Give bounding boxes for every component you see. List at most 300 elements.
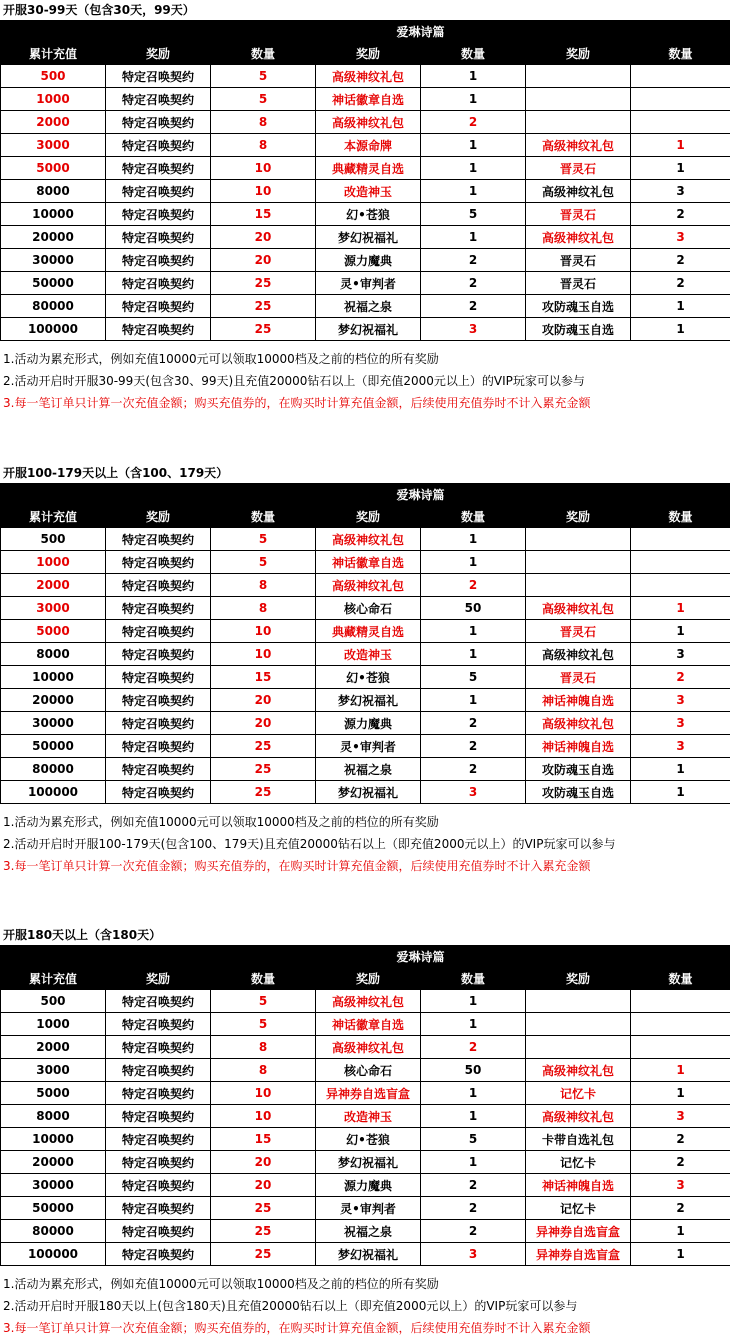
cell-qty3: 2 — [631, 1197, 730, 1220]
table-row — [1, 157, 730, 180]
cell-qty1: 5 — [211, 528, 316, 551]
cell-qty1: 10 — [211, 1105, 316, 1128]
cell-reward2: 幻•苍狼 — [316, 666, 421, 689]
table-row — [1, 249, 730, 272]
table-row — [1, 597, 730, 620]
cell-reward1: 特定召唤契约 — [106, 990, 211, 1013]
cell-total: 1000 — [1, 551, 106, 574]
cell-reward2: 梦幻祝福礼 — [316, 226, 421, 249]
cell-qty3: 1 — [631, 781, 730, 804]
cell-qty3: 1 — [631, 318, 730, 341]
cell-qty2: 2 — [421, 712, 526, 735]
cell-reward2: 梦幻祝福礼 — [316, 781, 421, 804]
cell-qty3: 3 — [631, 180, 730, 203]
cell-qty1: 25 — [211, 758, 316, 781]
cell-reward2: 高级神纹礼包 — [316, 990, 421, 1013]
cell-reward3: 神话神魄自选 — [526, 689, 631, 712]
cell-qty1: 8 — [211, 597, 316, 620]
cell-reward2: 神话徽章自选 — [316, 1013, 421, 1036]
table-row — [1, 689, 730, 712]
cell-reward2: 核心命石 — [316, 597, 421, 620]
table-row — [1, 1243, 730, 1266]
cell-qty3: 3 — [631, 712, 730, 735]
column-header-reward3: 奖励 — [526, 43, 631, 65]
cell-qty3 — [631, 528, 730, 551]
cell-total: 5000 — [1, 620, 106, 643]
cell-reward2: 改造神玉 — [316, 180, 421, 203]
cell-reward1: 特定召唤契约 — [106, 528, 211, 551]
table-row — [1, 1105, 730, 1128]
cell-total: 3000 — [1, 134, 106, 157]
cell-reward3: 晋灵石 — [526, 272, 631, 295]
cell-qty2: 1 — [421, 643, 526, 666]
cell-reward3: 晋灵石 — [526, 620, 631, 643]
cell-qty2: 2 — [421, 272, 526, 295]
table-row — [1, 666, 730, 689]
cell-reward3: 攻防魂玉自选 — [526, 295, 631, 318]
cell-qty3: 1 — [631, 758, 730, 781]
cell-reward1: 特定召唤契约 — [106, 1036, 211, 1059]
column-header-total: 累计充值 — [1, 968, 106, 990]
cell-qty1: 10 — [211, 1082, 316, 1105]
cell-qty3: 3 — [631, 689, 730, 712]
section-title: 开服30-99天（包含30天，99天） — [3, 3, 195, 17]
banner-spacer — [526, 946, 730, 968]
cell-qty1: 10 — [211, 643, 316, 666]
table-row — [1, 111, 730, 134]
cell-reward3: 神话神魄自选 — [526, 735, 631, 758]
column-header-reward2: 奖励 — [316, 968, 421, 990]
cell-reward2: 梦幻祝福礼 — [316, 689, 421, 712]
cell-reward1: 特定召唤契约 — [106, 65, 211, 88]
column-header-total: 累计充值 — [1, 506, 106, 528]
column-header-qty3: 数量 — [631, 43, 730, 65]
cell-total: 2000 — [1, 111, 106, 134]
cell-reward3 — [526, 111, 631, 134]
cell-reward2: 高级神纹礼包 — [316, 65, 421, 88]
cell-reward2: 高级神纹礼包 — [316, 574, 421, 597]
table-row — [1, 643, 730, 666]
cell-qty3 — [631, 1013, 730, 1036]
cell-total: 30000 — [1, 249, 106, 272]
cell-reward1: 特定召唤契约 — [106, 180, 211, 203]
cell-qty2: 2 — [421, 1174, 526, 1197]
table-row — [1, 758, 730, 781]
cell-qty1: 20 — [211, 249, 316, 272]
cell-qty3 — [631, 88, 730, 111]
column-header-reward1: 奖励 — [106, 43, 211, 65]
cell-reward2: 幻•苍狼 — [316, 203, 421, 226]
cell-qty1: 25 — [211, 781, 316, 804]
table-row — [1, 318, 730, 341]
cell-reward1: 特定召唤契约 — [106, 712, 211, 735]
cell-qty3: 1 — [631, 620, 730, 643]
cell-qty1: 20 — [211, 1151, 316, 1174]
cell-reward3: 高级神纹礼包 — [526, 643, 631, 666]
cell-reward3: 记忆卡 — [526, 1082, 631, 1105]
cell-reward2: 异神券自选盲盒 — [316, 1082, 421, 1105]
cell-total: 80000 — [1, 295, 106, 318]
cell-qty2: 1 — [421, 1151, 526, 1174]
cell-reward1: 特定召唤契约 — [106, 295, 211, 318]
cell-reward2: 源力魔典 — [316, 1174, 421, 1197]
banner-spacer — [1, 484, 316, 506]
table-row — [1, 990, 730, 1013]
cell-reward2: 灵•审判者 — [316, 735, 421, 758]
column-header-reward3: 奖励 — [526, 968, 631, 990]
cell-qty2: 1 — [421, 620, 526, 643]
cell-qty1: 15 — [211, 666, 316, 689]
cell-reward1: 特定召唤契约 — [106, 1013, 211, 1036]
cell-qty3: 1 — [631, 295, 730, 318]
cell-qty2: 1 — [421, 528, 526, 551]
cell-reward2: 神话徽章自选 — [316, 88, 421, 111]
cell-reward3 — [526, 65, 631, 88]
table-row — [1, 1013, 730, 1036]
column-header-qty1: 数量 — [211, 968, 316, 990]
cell-reward2: 改造神玉 — [316, 1105, 421, 1128]
cell-qty3: 3 — [631, 226, 730, 249]
section-title: 开服180天以上（含180天） — [3, 928, 162, 942]
cell-qty3: 3 — [631, 1174, 730, 1197]
reward-table — [0, 483, 730, 804]
table-row — [1, 272, 730, 295]
cell-total: 50000 — [1, 1197, 106, 1220]
cell-qty1: 5 — [211, 990, 316, 1013]
cell-qty3: 2 — [631, 666, 730, 689]
cell-qty2: 3 — [421, 1243, 526, 1266]
cell-qty1: 15 — [211, 203, 316, 226]
cell-qty2: 1 — [421, 226, 526, 249]
cell-total: 500 — [1, 65, 106, 88]
cell-reward1: 特定召唤契约 — [106, 689, 211, 712]
cell-reward1: 特定召唤契约 — [106, 1105, 211, 1128]
table-row — [1, 1082, 730, 1105]
cell-reward2: 核心命石 — [316, 1059, 421, 1082]
cell-qty3: 2 — [631, 1151, 730, 1174]
cell-total: 80000 — [1, 758, 106, 781]
cell-reward3: 异神券自选盲盒 — [526, 1243, 631, 1266]
cell-total: 30000 — [1, 712, 106, 735]
cell-reward1: 特定召唤契约 — [106, 157, 211, 180]
cell-reward3: 高级神纹礼包 — [526, 226, 631, 249]
cell-qty3: 1 — [631, 597, 730, 620]
reward-table — [0, 20, 730, 341]
cell-qty1: 8 — [211, 111, 316, 134]
table-row — [1, 528, 730, 551]
cell-qty2: 1 — [421, 134, 526, 157]
column-header-qty2: 数量 — [421, 506, 526, 528]
cell-reward3: 高级神纹礼包 — [526, 180, 631, 203]
cell-total: 10000 — [1, 666, 106, 689]
cell-reward3: 高级神纹礼包 — [526, 134, 631, 157]
cell-qty2: 2 — [421, 574, 526, 597]
table-row — [1, 620, 730, 643]
cell-qty2: 2 — [421, 1036, 526, 1059]
table-row — [1, 1059, 730, 1082]
cell-qty2: 2 — [421, 735, 526, 758]
cell-qty2: 1 — [421, 157, 526, 180]
cell-qty2: 1 — [421, 88, 526, 111]
column-header-qty2: 数量 — [421, 968, 526, 990]
cell-reward1: 特定召唤契约 — [106, 1174, 211, 1197]
cell-reward1: 特定召唤契约 — [106, 735, 211, 758]
cell-reward3: 晋灵石 — [526, 157, 631, 180]
cell-total: 500 — [1, 990, 106, 1013]
cell-reward2: 典藏精灵自选 — [316, 157, 421, 180]
cell-qty2: 1 — [421, 65, 526, 88]
cell-reward1: 特定召唤契约 — [106, 88, 211, 111]
cell-total: 50000 — [1, 272, 106, 295]
column-header-qty1: 数量 — [211, 506, 316, 528]
table-row — [1, 180, 730, 203]
cell-reward2: 源力魔典 — [316, 712, 421, 735]
cell-reward1: 特定召唤契约 — [106, 1243, 211, 1266]
cell-qty1: 20 — [211, 1174, 316, 1197]
cell-reward3: 卡带自选礼包 — [526, 1128, 631, 1151]
cell-reward1: 特定召唤契约 — [106, 758, 211, 781]
cell-qty3 — [631, 551, 730, 574]
cell-qty2: 1 — [421, 1082, 526, 1105]
cell-qty3: 1 — [631, 1243, 730, 1266]
banner-spacer — [526, 21, 730, 43]
cell-total: 100000 — [1, 781, 106, 804]
cell-total: 3000 — [1, 597, 106, 620]
cell-reward1: 特定召唤契约 — [106, 574, 211, 597]
cell-reward3 — [526, 88, 631, 111]
cell-qty2: 1 — [421, 990, 526, 1013]
cell-total: 1000 — [1, 88, 106, 111]
banner-title: 爱琳诗篇 — [316, 21, 526, 43]
rule-note: 2.活动开启时开服180天以上(包含180天)且充值20000钻石以上（即充值2000元以上）的VIP玩家可以参与 — [3, 1299, 578, 1313]
cell-total: 20000 — [1, 226, 106, 249]
cell-reward1: 特定召唤契约 — [106, 666, 211, 689]
cell-qty3: 1 — [631, 1220, 730, 1243]
cell-reward3: 攻防魂玉自选 — [526, 758, 631, 781]
cell-reward2: 灵•审判者 — [316, 272, 421, 295]
cell-reward1: 特定召唤契约 — [106, 597, 211, 620]
rule-note: 2.活动开启时开服100-179天(包含100、179天)且充值20000钻石以上（即充值2000元以上）的VIP玩家可以参与 — [3, 837, 616, 851]
column-header-qty2: 数量 — [421, 43, 526, 65]
cell-reward3 — [526, 528, 631, 551]
table-row — [1, 712, 730, 735]
cell-qty3: 1 — [631, 157, 730, 180]
cell-reward3 — [526, 990, 631, 1013]
cell-qty3 — [631, 111, 730, 134]
table-row — [1, 551, 730, 574]
cell-total: 2000 — [1, 1036, 106, 1059]
cell-qty2: 2 — [421, 249, 526, 272]
cell-reward3: 记忆卡 — [526, 1151, 631, 1174]
cell-reward3: 高级神纹礼包 — [526, 597, 631, 620]
rule-note: 3.每一笔订单只计算一次充值金额；购买充值券的，在购买时计算充值金额，后续使用充值券时不计入累充金额 — [3, 396, 591, 410]
banner-spacer — [1, 946, 316, 968]
cell-reward1: 特定召唤契约 — [106, 272, 211, 295]
cell-total: 30000 — [1, 1174, 106, 1197]
cell-qty1: 25 — [211, 272, 316, 295]
cell-qty1: 25 — [211, 295, 316, 318]
column-header-total: 累计充值 — [1, 43, 106, 65]
cell-reward1: 特定召唤契约 — [106, 203, 211, 226]
cell-total: 500 — [1, 528, 106, 551]
column-header-reward1: 奖励 — [106, 506, 211, 528]
cell-total: 8000 — [1, 643, 106, 666]
cell-qty3: 2 — [631, 272, 730, 295]
cell-reward3: 晋灵石 — [526, 666, 631, 689]
table-row — [1, 203, 730, 226]
cell-qty2: 2 — [421, 111, 526, 134]
cell-total: 10000 — [1, 1128, 106, 1151]
cell-reward3: 高级神纹礼包 — [526, 1105, 631, 1128]
cell-qty1: 10 — [211, 157, 316, 180]
cell-reward2: 祝福之泉 — [316, 1220, 421, 1243]
cell-qty3 — [631, 574, 730, 597]
cell-total: 80000 — [1, 1220, 106, 1243]
cell-reward1: 特定召唤契约 — [106, 1128, 211, 1151]
table-row — [1, 1174, 730, 1197]
cell-qty3: 3 — [631, 735, 730, 758]
cell-qty1: 5 — [211, 551, 316, 574]
cell-qty1: 25 — [211, 1197, 316, 1220]
cell-total: 100000 — [1, 318, 106, 341]
cell-total: 5000 — [1, 1082, 106, 1105]
cell-reward2: 源力魔典 — [316, 249, 421, 272]
cell-qty2: 5 — [421, 1128, 526, 1151]
cell-reward3 — [526, 574, 631, 597]
cell-qty2: 2 — [421, 758, 526, 781]
cell-reward3: 攻防魂玉自选 — [526, 781, 631, 804]
column-header-reward1: 奖励 — [106, 968, 211, 990]
cell-reward3: 晋灵石 — [526, 203, 631, 226]
cell-qty1: 5 — [211, 1013, 316, 1036]
cell-qty2: 1 — [421, 1105, 526, 1128]
cell-reward3: 攻防魂玉自选 — [526, 318, 631, 341]
cell-qty2: 3 — [421, 781, 526, 804]
cell-total: 20000 — [1, 1151, 106, 1174]
cell-qty2: 50 — [421, 1059, 526, 1082]
banner-spacer — [1, 21, 316, 43]
cell-qty1: 10 — [211, 180, 316, 203]
cell-total: 8000 — [1, 180, 106, 203]
column-header-qty3: 数量 — [631, 968, 730, 990]
cell-reward1: 特定召唤契约 — [106, 1197, 211, 1220]
cell-reward3: 晋灵石 — [526, 249, 631, 272]
table-row — [1, 134, 730, 157]
cell-reward1: 特定召唤契约 — [106, 1151, 211, 1174]
rule-note: 1.活动为累充形式，例如充值10000元可以领取10000档及之前的档位的所有奖励 — [3, 1277, 439, 1291]
cell-reward2: 高级神纹礼包 — [316, 528, 421, 551]
cell-reward2: 幻•苍狼 — [316, 1128, 421, 1151]
cell-qty3: 1 — [631, 134, 730, 157]
column-header-qty1: 数量 — [211, 43, 316, 65]
cell-qty2: 5 — [421, 203, 526, 226]
cell-reward1: 特定召唤契约 — [106, 781, 211, 804]
cell-qty3: 3 — [631, 643, 730, 666]
rules-notes — [3, 348, 730, 414]
cell-reward1: 特定召唤契约 — [106, 551, 211, 574]
cell-qty1: 25 — [211, 1220, 316, 1243]
cell-qty2: 1 — [421, 551, 526, 574]
cell-reward3: 神话神魄自选 — [526, 1174, 631, 1197]
cell-qty2: 50 — [421, 597, 526, 620]
cell-qty1: 5 — [211, 88, 316, 111]
cell-reward1: 特定召唤契约 — [106, 1220, 211, 1243]
cell-qty2: 5 — [421, 666, 526, 689]
cell-total: 50000 — [1, 735, 106, 758]
cell-reward3 — [526, 1013, 631, 1036]
rules-notes — [3, 1273, 730, 1339]
rule-note: 1.活动为累充形式，例如充值10000元可以领取10000档及之前的档位的所有奖励 — [3, 352, 439, 366]
cell-reward3: 异神券自选盲盒 — [526, 1220, 631, 1243]
cell-reward1: 特定召唤契约 — [106, 1082, 211, 1105]
column-header-qty3: 数量 — [631, 506, 730, 528]
cell-reward2: 改造神玉 — [316, 643, 421, 666]
cell-qty2: 1 — [421, 180, 526, 203]
banner-title: 爱琳诗篇 — [316, 484, 526, 506]
cell-reward1: 特定召唤契约 — [106, 643, 211, 666]
table-row — [1, 1151, 730, 1174]
cell-reward2: 高级神纹礼包 — [316, 1036, 421, 1059]
cell-reward2: 梦幻祝福礼 — [316, 1243, 421, 1266]
rule-note: 2.活动开启时开服30-99天(包含30、99天)且充值20000钻石以上（即充值2000元以上）的VIP玩家可以参与 — [3, 374, 585, 388]
cell-qty2: 1 — [421, 1013, 526, 1036]
cell-reward2: 祝福之泉 — [316, 758, 421, 781]
cell-qty3: 2 — [631, 1128, 730, 1151]
cell-reward2: 梦幻祝福礼 — [316, 318, 421, 341]
cell-total: 100000 — [1, 1243, 106, 1266]
cell-qty2: 3 — [421, 318, 526, 341]
table-row — [1, 226, 730, 249]
cell-qty1: 8 — [211, 574, 316, 597]
cell-reward1: 特定召唤契约 — [106, 620, 211, 643]
reward-table — [0, 945, 730, 1266]
column-header-reward2: 奖励 — [316, 43, 421, 65]
cell-qty1: 5 — [211, 65, 316, 88]
cell-reward1: 特定召唤契约 — [106, 134, 211, 157]
cell-total: 10000 — [1, 203, 106, 226]
banner-spacer — [526, 484, 730, 506]
cell-reward2: 梦幻祝福礼 — [316, 1151, 421, 1174]
cell-total: 1000 — [1, 1013, 106, 1036]
rule-note: 3.每一笔订单只计算一次充值金额；购买充值券的，在购买时计算充值金额，后续使用充值券时不计入累充金额 — [3, 859, 591, 873]
cell-reward2: 神话徽章自选 — [316, 551, 421, 574]
cell-reward2: 高级神纹礼包 — [316, 111, 421, 134]
table-row — [1, 1036, 730, 1059]
cell-reward2: 灵•审判者 — [316, 1197, 421, 1220]
cell-qty3: 2 — [631, 249, 730, 272]
table-row — [1, 781, 730, 804]
rule-note: 1.活动为累充形式，例如充值10000元可以领取10000档及之前的档位的所有奖励 — [3, 815, 439, 829]
cell-reward1: 特定召唤契约 — [106, 1059, 211, 1082]
column-header-reward3: 奖励 — [526, 506, 631, 528]
cell-total: 20000 — [1, 689, 106, 712]
table-row — [1, 1128, 730, 1151]
cell-qty3: 2 — [631, 203, 730, 226]
cell-qty2: 2 — [421, 1220, 526, 1243]
table-row — [1, 295, 730, 318]
cell-qty1: 25 — [211, 1243, 316, 1266]
table-row — [1, 65, 730, 88]
cell-reward3: 记忆卡 — [526, 1197, 631, 1220]
cell-qty3: 3 — [631, 1105, 730, 1128]
cell-reward3: 高级神纹礼包 — [526, 712, 631, 735]
cell-qty3 — [631, 1036, 730, 1059]
table-row — [1, 88, 730, 111]
cell-qty2: 1 — [421, 689, 526, 712]
cell-reward2: 典藏精灵自选 — [316, 620, 421, 643]
cell-qty1: 8 — [211, 1059, 316, 1082]
cell-qty3: 1 — [631, 1082, 730, 1105]
